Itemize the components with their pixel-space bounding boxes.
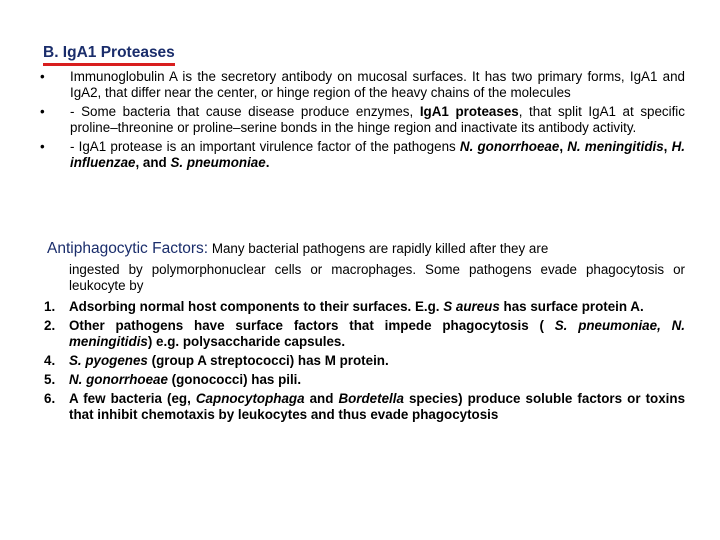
- bullet-text: - IgA1 protease is an important virulence factor of the pathogens: [70, 139, 460, 154]
- item-number: 1.: [44, 299, 56, 314]
- antiphagocytic-intro-first: Many bacterial pathogens are rapidly killed after they are: [208, 241, 549, 256]
- item-number: 6.: [44, 391, 56, 406]
- bullet-dot-icon: •: [40, 104, 45, 119]
- pathogen-name: N. meningitidis: [567, 139, 664, 154]
- numbered-item: [40, 318, 685, 350]
- section-title-iga1-proteases: B. IgA1 Proteases: [43, 44, 175, 66]
- pathogen-name: H. influenzae: [70, 139, 685, 170]
- item-text: Other pathogens have surface factors that impede phagocytosis (: [69, 318, 555, 333]
- antiphagocytic-intro-rest: ingested by polymorphonuclear cells or macrophages. Some pathogens evade phagocytosis or leukocyte by: [69, 262, 685, 293]
- bullet-text: , and: [135, 155, 171, 170]
- numbered-item: [40, 353, 685, 369]
- antiphagocytic-heading: [47, 240, 685, 257]
- item-number: 2.: [44, 318, 56, 333]
- bullet-text: ,: [663, 139, 672, 154]
- antiphagocytic-lead: Antiphagocytic Factors:: [47, 240, 209, 257]
- bullet-item: [40, 69, 685, 101]
- item-text: A few bacteria (eg,: [69, 391, 196, 406]
- pathogen-name: S aureus: [443, 299, 500, 314]
- bullet-dot-icon: •: [40, 69, 45, 84]
- numbered-item: [40, 299, 685, 315]
- bullet-text: - Some bacteria that cause disease produce enzymes,: [70, 104, 420, 119]
- pathogen-name: S. pneumoniae, N. meningitidis: [69, 318, 685, 349]
- bullet-text: Immunoglobulin A is the secretory antibody on mucosal surfaces. It has two primary forms, IgA1 and IgA2, that differ near the center, or hinge region of the heavy chains of the molecules: [70, 69, 685, 100]
- bullet-item: [40, 139, 685, 171]
- item-text: ) e.g. polysaccharide capsules.: [147, 334, 346, 349]
- item-number: 5.: [44, 372, 56, 387]
- item-text: Adsorbing normal host components to their surfaces. E.g.: [69, 299, 444, 314]
- item-number: 4.: [44, 353, 56, 368]
- pathogen-name: N. gonorrhoeae: [459, 139, 560, 154]
- bullet-text: .: [265, 155, 270, 170]
- pathogen-name: Bordetella: [338, 391, 404, 406]
- item-text: and: [304, 391, 339, 406]
- bullet-text: , that split IgA1 at specific proline–threonine or proline–serine bonds in the hinge region and inactivate its antibody activity.: [70, 104, 685, 135]
- pathogen-name: S. pyogenes: [69, 353, 148, 368]
- item-text: species) produce soluble factors or toxins that inhibit chemotaxis by leukocytes and thus evade phagocytosis: [69, 391, 686, 422]
- antiphagocytic-numbered-list: [40, 299, 685, 426]
- numbered-item: [40, 391, 685, 423]
- numbered-item: [40, 372, 685, 388]
- bullet-item: [40, 104, 685, 136]
- item-text: (group A streptococci) has M protein.: [147, 353, 389, 368]
- bullet-text: ,: [559, 139, 568, 154]
- bullet-bold-term: IgA1 proteases: [419, 104, 519, 119]
- item-text: (gonococci) has pili.: [167, 372, 302, 387]
- item-text: has surface protein A.: [499, 299, 644, 314]
- iga1-bullet-list: [40, 69, 685, 174]
- pathogen-name: N. gonorrhoeae: [69, 372, 168, 387]
- pathogen-name: S. pneumoniae: [170, 155, 266, 170]
- bullet-dot-icon: •: [40, 139, 45, 154]
- pathogen-name: Capnocytophaga: [195, 391, 305, 406]
